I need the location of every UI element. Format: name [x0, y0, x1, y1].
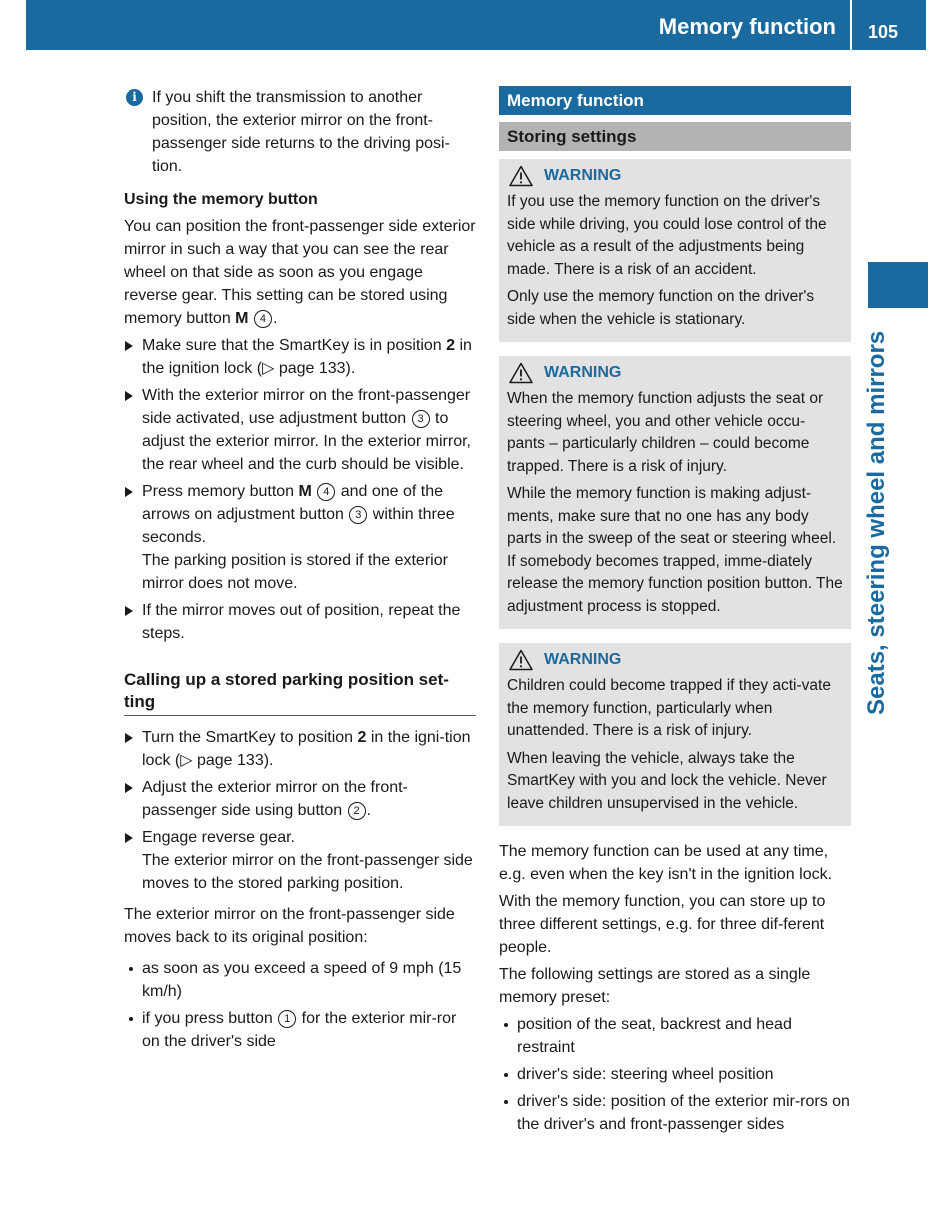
bullet-dot	[504, 1073, 508, 1077]
step-text: Engage reverse gear.	[142, 829, 295, 846]
step-item	[124, 599, 476, 645]
section-title: Memory function	[499, 86, 851, 115]
warning-header	[507, 647, 843, 673]
step-bold: 2	[357, 729, 367, 746]
warning-triangle-icon	[509, 649, 533, 671]
warning-triangle-icon	[509, 165, 533, 187]
step-item	[124, 384, 476, 476]
warning-text: Children could become trapped if they acti-vate the memory function, particularly when unattended. There is a risk of injury.	[507, 677, 831, 739]
body-paragraph: The following settings are stored as a single memory preset:	[499, 966, 811, 1006]
list-item	[499, 1090, 851, 1136]
warning-triangle-icon	[509, 362, 533, 384]
warning-box	[499, 159, 851, 342]
callout-number: 1	[278, 1010, 296, 1028]
step-result: The parking position is stored if the exterior mirror does not move.	[142, 552, 448, 592]
warning-header	[507, 163, 843, 189]
step-text: Press memory button	[142, 483, 299, 500]
step-text-mid: and one of the arrows on adjustment button	[142, 483, 444, 523]
right-column	[499, 86, 851, 1140]
warning-text: If you use the memory function on the driver's side while driving, you could lose control of the vehicle as a result of the adjustments being made. There is a risk of an accident.	[507, 193, 827, 278]
bullet-dot	[129, 967, 133, 971]
list-item-text: if you press button	[142, 1010, 278, 1027]
list-item	[499, 1013, 851, 1059]
step-bold: 2	[446, 337, 456, 354]
list-item	[124, 1007, 476, 1053]
info-note-text: If you shift the transmission to another position, the exterior mirror on the front-passenger side returns to the driving posi-tion.	[152, 89, 450, 175]
warning-text: Only use the memory function on the driver's side when the vehicle is stationary.	[507, 288, 815, 328]
bullet-dot	[504, 1100, 508, 1104]
step-text-end: .	[366, 802, 372, 819]
warning-label: WARNING	[544, 363, 622, 381]
calling-up-heading: Calling up a stored parking position set-ting	[124, 669, 476, 716]
warning-box	[499, 356, 851, 629]
list-item-text-end: for the exterior mir-ror on the driver's side	[142, 1010, 457, 1050]
warning-label: WARNING	[544, 166, 622, 184]
left-column	[124, 86, 476, 1057]
callout-number: 4	[317, 483, 335, 501]
warning-text: When leaving the vehicle, always take the SmartKey with you and lock the vehicle. Never leave children unsupervised in the vehicle.	[507, 749, 827, 812]
warning-text: When the memory function adjusts the seat or steering wheel, you and other vehicle occu-pants – particularly children – could become trapped. There is a risk of injury.	[507, 390, 824, 475]
step-item	[124, 334, 476, 380]
step-item	[124, 776, 476, 822]
step-arrow-icon	[125, 833, 133, 843]
step-text: With the exterior mirror on the front-passenger side activated, use adjustment button	[142, 387, 471, 427]
step-item	[124, 480, 476, 595]
step-arrow-icon	[125, 341, 133, 351]
bullet-dot	[129, 1017, 133, 1021]
memory-button-label: M	[235, 310, 249, 327]
list-item	[124, 957, 476, 1003]
step-text-end: in the igni-tion lock (▷ page 133).	[142, 729, 471, 769]
step-item	[124, 826, 476, 895]
callout-number: 3	[349, 506, 367, 524]
list-item-text: driver's side: steering wheel position	[517, 1066, 774, 1083]
memory-button-label: M	[298, 483, 312, 500]
warning-box	[499, 643, 851, 826]
subsection-title: Storing settings	[499, 122, 851, 151]
step-arrow-icon	[125, 487, 133, 497]
step-text: Turn the SmartKey to position	[142, 729, 358, 746]
list-item	[499, 1063, 851, 1086]
body-paragraph: With the memory function, you can store up to three different settings, e.g. for three dif-ferent people.	[499, 893, 826, 956]
step-arrow-icon	[125, 783, 133, 793]
step-text-end: in the ignition lock (▷ page 133).	[142, 337, 472, 377]
step-text: If the mirror moves out of position, repeat the steps.	[142, 602, 461, 642]
step-arrow-icon	[125, 606, 133, 616]
warning-header	[507, 360, 843, 386]
side-chapter-title: Seats, steering wheel and mirrors	[863, 330, 890, 715]
memory-button-heading: Using the memory button	[124, 191, 318, 208]
list-item-text: position of the seat, backrest and head restraint	[517, 1016, 792, 1056]
info-icon: i	[126, 89, 143, 106]
step-text-end: within three seconds.	[142, 506, 455, 546]
memory-button-intro	[124, 215, 476, 330]
callout-number: 4	[254, 310, 272, 328]
header-divider	[850, 0, 852, 50]
list-item-text: as soon as you exceed a speed of 9 mph (15 km/h)	[142, 960, 462, 1000]
page-header	[26, 0, 926, 50]
intro-text-end: .	[272, 310, 278, 327]
callout-number: 2	[348, 802, 366, 820]
body-paragraph: The memory function can be used at any time, e.g. even when the key isn't in the ignition lock.	[499, 843, 833, 883]
moves-back-paragraph: The exterior mirror on the front-passenger side moves back to its original position:	[124, 906, 455, 946]
warning-label: WARNING	[544, 650, 622, 668]
header-title: Memory function	[658, 14, 836, 39]
intro-text: You can position the front-passenger side exterior mirror in such a way that you can see the rear wheel on that side as soon as you engage reverse gear. This setting can be stored using memory button	[124, 218, 476, 327]
step-result: The exterior mirror on the front-passenger side moves to the stored parking position.	[142, 852, 473, 892]
warning-text: While the memory function is making adjust-ments, make sure that no one has any body parts in the sweep of the seat or steering wheel. If somebody becomes trapped, imme-diately release the memory function position button. The adjustment process is stopped.	[507, 485, 843, 615]
step-arrow-icon	[125, 733, 133, 743]
step-arrow-icon	[125, 391, 133, 401]
info-note	[124, 86, 476, 178]
list-item-text: driver's side: position of the exterior mir-rors on the driver's and front-passenger sides	[517, 1093, 850, 1133]
step-text-end: to adjust the exterior mirror. In the exterior mirror, the rear wheel and the curb should be visible.	[142, 410, 471, 473]
step-text: Adjust the exterior mirror on the front-passenger side using button	[142, 779, 408, 819]
step-text: Make sure that the SmartKey is in position	[142, 337, 447, 354]
page-number: 105	[867, 22, 898, 42]
callout-number: 3	[412, 410, 430, 428]
step-item	[124, 726, 476, 772]
bullet-dot	[504, 1023, 508, 1027]
